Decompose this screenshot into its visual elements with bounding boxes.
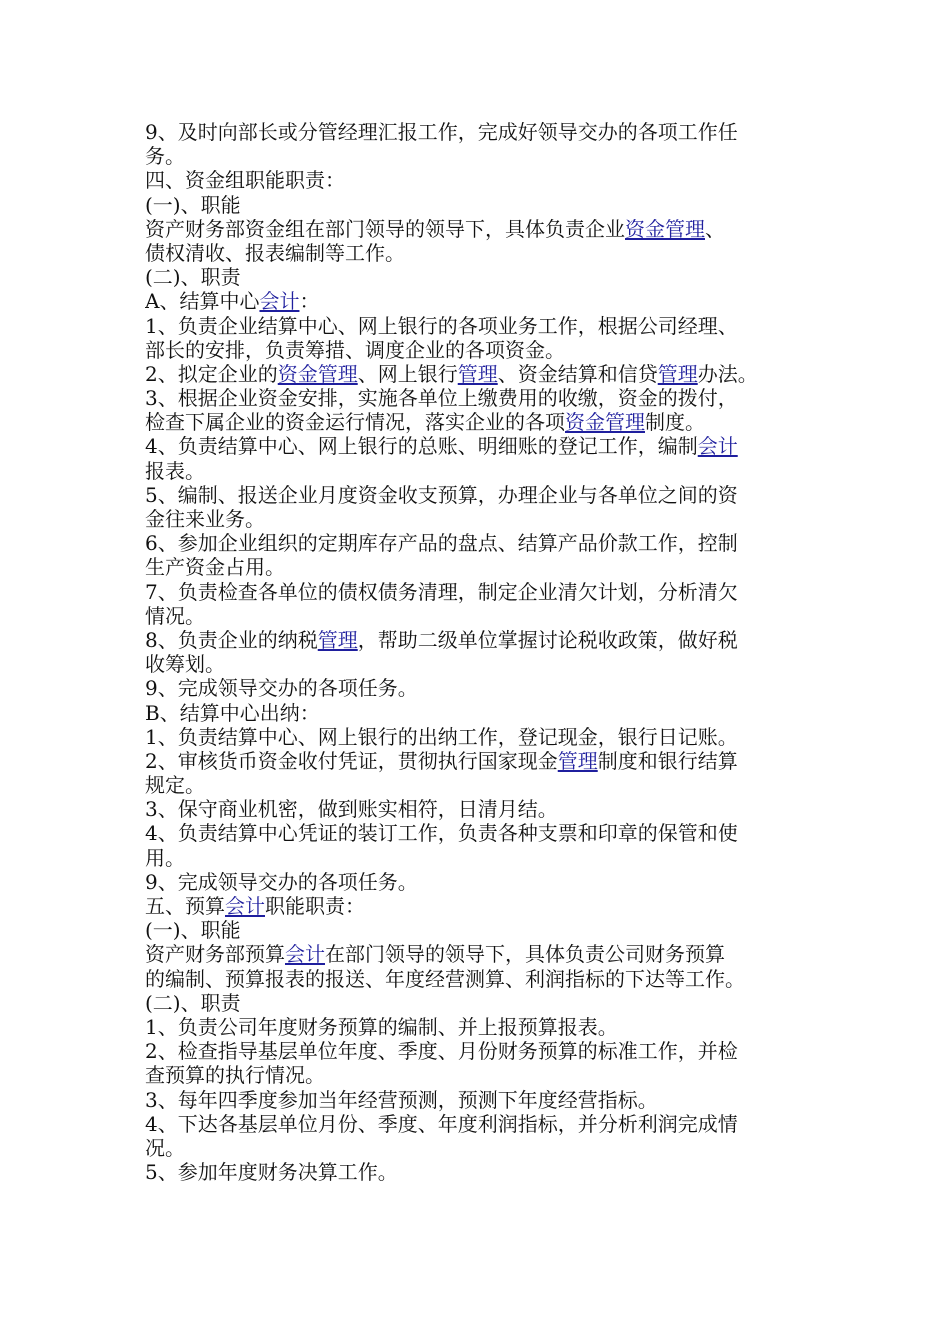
- text-segment: 部长的安排，负责筹措、调度企业的各项资金。: [145, 337, 565, 362]
- text-segment: 资产财务部预算: [145, 942, 285, 967]
- text-line: [145, 652, 815, 676]
- text-segment: 检查下属企业的资金运行情况，落实企业的各项: [145, 410, 565, 435]
- text-segment: ：: [299, 289, 320, 314]
- text-segment: 务。: [145, 144, 185, 169]
- text-line: [145, 531, 815, 555]
- keyword-link[interactable]: 资金管理: [625, 216, 705, 241]
- text-segment: (二)、职责: [145, 990, 241, 1015]
- text-line: [145, 434, 815, 458]
- text-segment: 1、负责结算中心、网上银行的出纳工作，登记现金，银行日记账。: [145, 724, 738, 749]
- text-line: [145, 991, 815, 1015]
- text-line: [145, 483, 815, 507]
- text-line: [145, 1088, 815, 1112]
- text-line: [145, 580, 815, 604]
- text-line: [145, 1112, 815, 1136]
- text-line: [145, 628, 815, 652]
- text-segment: 生产资金占用。: [145, 555, 285, 580]
- text-segment: 4、下达各基层单位月份、季度、年度利润指标，并分析利润完成情: [145, 1111, 738, 1136]
- text-line: [145, 773, 815, 797]
- text-line: [145, 797, 815, 821]
- text-line: [145, 386, 815, 410]
- text-line: [145, 1136, 815, 1160]
- text-line: [145, 942, 815, 966]
- text-segment: 9、及时向部长或分管经理汇报工作，完成好领导交办的各项工作任: [145, 120, 738, 144]
- keyword-link[interactable]: 会计: [225, 894, 265, 918]
- text-line: [145, 967, 815, 991]
- text-segment: B、结算中心出纳：: [145, 700, 320, 725]
- keyword-link[interactable]: 会计: [697, 434, 738, 459]
- text-segment: 查预算的执行情况。: [145, 1063, 325, 1088]
- text-line: [145, 918, 815, 942]
- text-line: [145, 1160, 815, 1184]
- text-line: [145, 676, 815, 700]
- document-body: [145, 120, 815, 1184]
- text-segment: 2、审核货币资金收付凭证，贯彻执行国家现金: [145, 748, 558, 773]
- text-line: [145, 217, 815, 241]
- text-segment: 制度和银行结算: [597, 748, 738, 773]
- text-line: [145, 168, 815, 192]
- text-line: [145, 1015, 815, 1039]
- text-segment: 在部门领导的领导下，具体负责公司财务预算: [325, 942, 725, 967]
- text-segment: 情况。: [145, 603, 205, 628]
- text-segment: 规定。: [145, 773, 205, 798]
- text-segment: 金往来业务。: [145, 507, 265, 531]
- text-line: [145, 144, 815, 168]
- text-line: [145, 193, 815, 217]
- text-segment: ，帮助二级单位掌握讨论税收政策，做好税: [357, 627, 738, 652]
- text-line: [145, 1063, 815, 1087]
- text-line: [145, 846, 815, 870]
- text-line: [145, 289, 815, 313]
- text-line: [145, 821, 815, 845]
- text-segment: 2、拟定企业的: [145, 361, 278, 386]
- text-segment: (二)、职责: [145, 265, 241, 290]
- text-segment: 报表。: [145, 458, 205, 483]
- text-segment: 1、负责公司年度财务预算的编制、并上报预算报表。: [145, 1014, 618, 1039]
- text-line: [145, 459, 815, 483]
- text-segment: 职能职责：: [265, 894, 365, 918]
- text-segment: 况。: [145, 1135, 185, 1160]
- text-segment: 资产财务部资金组在部门领导的领导下，具体负责企业: [145, 216, 625, 241]
- keyword-link[interactable]: 管理: [657, 361, 698, 386]
- text-line: [145, 701, 815, 725]
- keyword-link[interactable]: 资金管理: [277, 361, 358, 386]
- text-segment: 、网上银行: [357, 361, 458, 386]
- text-segment: 1、负责企业结算中心、网上银行的各项业务工作，根据公司经理、: [145, 313, 738, 338]
- text-line: [145, 725, 815, 749]
- text-line: [145, 1039, 815, 1063]
- keyword-link[interactable]: 会计: [285, 942, 325, 967]
- text-segment: 3、每年四季度参加当年经营预测，预测下年度经营指标。: [145, 1087, 658, 1112]
- text-segment: 3、根据企业资金安排，实施各单位上缴费用的收缴，资金的拨付，: [145, 386, 738, 411]
- text-segment: 2、检查指导基层单位年度、季度、月份财务预算的标准工作，并检: [145, 1039, 738, 1064]
- keyword-link[interactable]: 管理: [557, 748, 598, 773]
- text-line: [145, 314, 815, 338]
- text-segment: 5、编制、报送企业月度资金收支预算，办理企业与各单位之间的资: [145, 482, 738, 507]
- text-segment: 办法。: [697, 361, 758, 386]
- text-segment: 四、资金组职能职责：: [145, 168, 345, 193]
- text-line: [145, 120, 815, 144]
- text-line: [145, 410, 815, 434]
- text-line: [145, 749, 815, 773]
- text-line: [145, 870, 815, 894]
- text-segment: 债权清收、报表编制等工作。: [145, 240, 405, 265]
- text-line: [145, 555, 815, 579]
- text-line: [145, 338, 815, 362]
- text-segment: (一)、职能: [145, 192, 241, 217]
- text-segment: 五、预算: [145, 894, 225, 918]
- text-segment: 收筹划。: [145, 652, 225, 677]
- text-line: [145, 241, 815, 265]
- text-line: [145, 265, 815, 289]
- text-segment: 用。: [145, 845, 185, 870]
- text-line: [145, 894, 815, 918]
- keyword-link[interactable]: 会计: [259, 289, 300, 314]
- text-segment: 、资金结算和信贷: [497, 361, 658, 386]
- text-line: [145, 604, 815, 628]
- text-segment: 9、完成领导交办的各项任务。: [145, 869, 418, 894]
- text-segment: 5、参加年度财务决算工作。: [145, 1160, 398, 1185]
- text-segment: 4、负责结算中心凭证的装订工作，负责各种支票和印章的保管和使: [145, 821, 738, 846]
- text-line: [145, 362, 815, 386]
- text-segment: 3、保守商业机密，做到账实相符，日清月结。: [145, 797, 558, 822]
- text-segment: 、: [705, 216, 725, 241]
- keyword-link[interactable]: 管理: [457, 361, 498, 386]
- text-segment: 的编制、预算报表的报送、年度经营测算、利润指标的下达等工作。: [145, 966, 745, 991]
- text-segment: 7、负责检查各单位的债权债务清理，制定企业清欠计划，分析清欠: [145, 579, 738, 604]
- keyword-link[interactable]: 资金管理: [565, 410, 645, 435]
- keyword-link[interactable]: 管理: [317, 627, 358, 652]
- text-segment: 6、参加企业组织的定期库存产品的盘点、结算产品价款工作，控制: [145, 531, 738, 556]
- text-segment: 制度。: [645, 410, 705, 435]
- text-segment: A、结算中心: [145, 289, 260, 314]
- text-segment: 9、完成领导交办的各项任务。: [145, 676, 418, 701]
- text-segment: 4、负责结算中心、网上银行的总账、明细账的登记工作，编制: [145, 434, 698, 459]
- text-segment: 8、负责企业的纳税: [145, 627, 318, 652]
- text-segment: (一)、职能: [145, 918, 241, 943]
- text-line: [145, 507, 815, 531]
